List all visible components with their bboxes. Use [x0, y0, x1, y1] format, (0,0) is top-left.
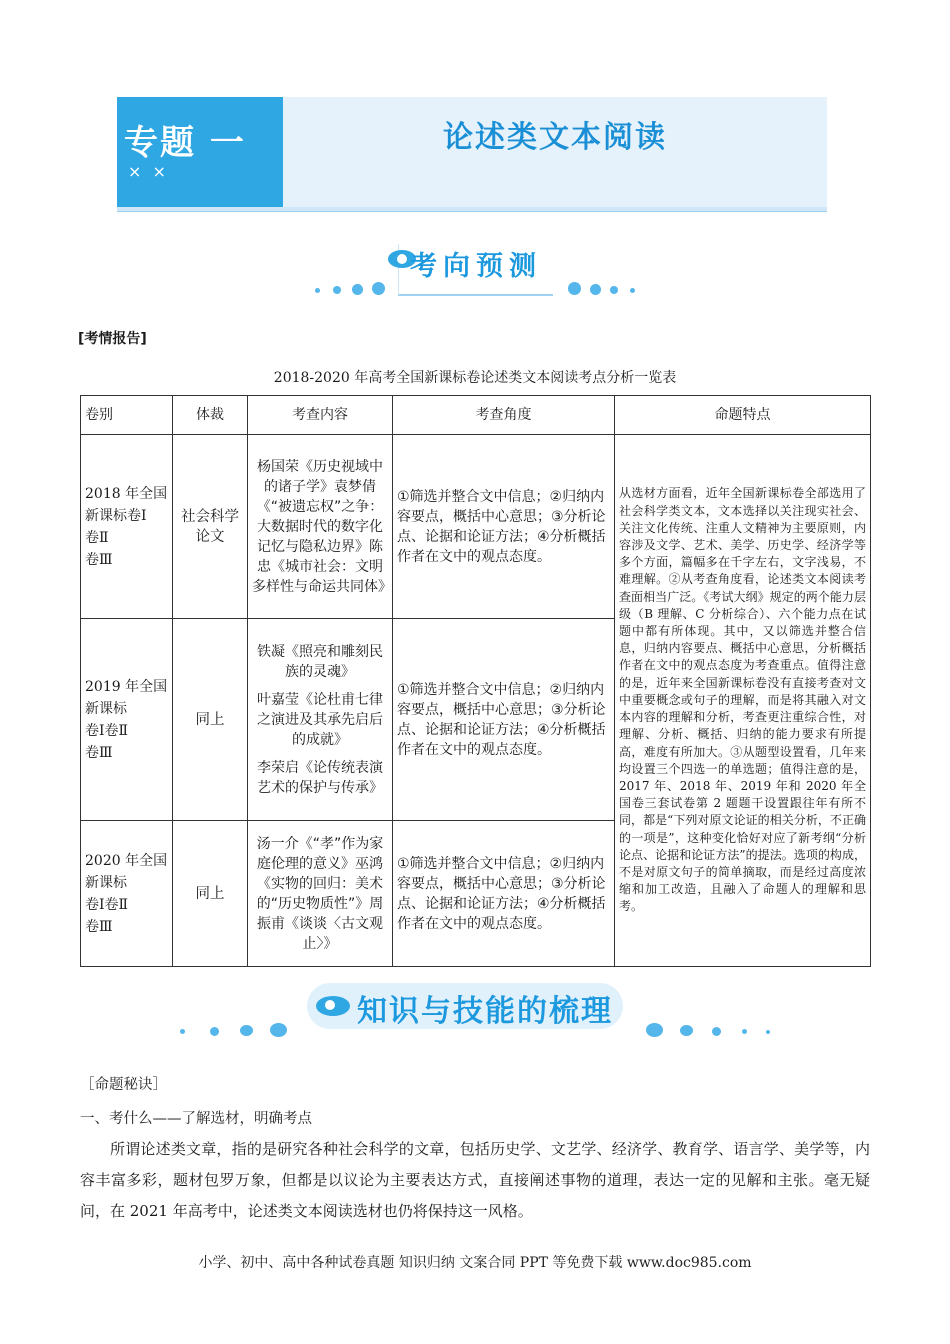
dot-decoration	[610, 286, 618, 294]
dot-decoration	[568, 282, 581, 295]
dot-decoration	[680, 1025, 693, 1036]
paper-name: 卷Ⅱ	[85, 529, 109, 546]
footer-text: 小学、初中、高中各种试卷真题 知识归纳 文案合同 PPT 等免费下载 www.doc985.com	[198, 1255, 752, 1271]
angle-cell: ①筛选并整合文中信息；②归纳内容要点，概括中心意思；③分析论点、论据和论证方法；④分析概括作者在文中的观点态度。	[393, 821, 615, 967]
paper-name: 2019 年全国新课标	[85, 678, 168, 717]
paper-name: 卷Ⅲ	[85, 551, 113, 568]
paper-name: 卷Ⅲ	[85, 918, 113, 935]
dot-decoration	[766, 1030, 770, 1034]
angle-cell: ①筛选并整合文中信息；②归纳内容要点，概括中心意思；③分析论点、论据和论证方法；④分析概括作者在文中的观点态度。	[393, 435, 615, 619]
exam-analysis-table	[80, 395, 871, 967]
dot-decoration	[742, 1029, 747, 1034]
dot-decoration	[646, 1023, 663, 1037]
paper-name: 2018 年全国新课标卷Ⅰ	[85, 485, 168, 524]
body-paragraph: 所谓论述类文章，指的是研究各种社会科学的文章，包括历史学、文艺学、经济学、教育学、语言学、美学等，内容丰富多彩，题材包罗万象，但都是以议论为主要表达方式，直接阐述事物的道理，表达一定的见解和主张。毫无疑问，在 2021 年高考中，论述类文本阅读选材也仍将保持这一风格。	[80, 1140, 870, 1220]
content-cell	[248, 435, 393, 619]
paper-cell	[81, 821, 173, 967]
column-header: 体裁	[173, 396, 248, 435]
paper-cell	[81, 619, 173, 821]
eye-icon	[316, 996, 350, 1016]
topic-decoration: × ×	[128, 162, 169, 181]
table-header-row	[81, 396, 871, 435]
paper-name: 2020 年全国新课标	[85, 852, 168, 891]
content-text: 叶嘉莹《论杜甫七律之演进及其承先启后的成就》	[257, 691, 383, 748]
genre-cell: 同上	[173, 619, 248, 821]
content-cell	[248, 821, 393, 967]
paper-name: 卷Ⅰ卷Ⅱ	[85, 722, 129, 739]
dot-decoration	[352, 284, 363, 295]
genre-cell: 社会科学论文	[173, 435, 248, 619]
paper-name: 卷Ⅲ	[85, 744, 113, 761]
section-heading: 考向预测	[410, 251, 542, 282]
dot-decoration	[270, 1023, 287, 1037]
genre-cell: 同上	[173, 821, 248, 967]
content-cell	[248, 619, 393, 821]
secret-label: ［命题秘诀］	[80, 1077, 167, 1093]
content-text: 汤一介《“孝”作为家庭伦理的意义》巫鸿《实物的回归：美术的“历史物质性”》周振甫《谈谈〈古文观止〉》	[256, 835, 384, 952]
angle-cell: ①筛选并整合文中信息；②归纳内容要点，概括中心意思；③分析论点、论据和论证方法；④分析概括作者在文中的观点态度。	[393, 619, 615, 821]
paper-name: 卷Ⅰ卷Ⅱ	[85, 896, 129, 913]
table-caption: 2018-2020 年高考全国新课标卷论述类文本阅读考点分析一览表	[273, 370, 677, 386]
content-text: 铁凝《照亮和雕刻民族的灵魂》	[257, 643, 383, 680]
banner-underline	[117, 207, 827, 212]
column-header: 卷别	[81, 396, 173, 435]
dot-decoration	[630, 288, 635, 293]
column-header: 命题特点	[615, 396, 871, 435]
point-heading: 一、考什么——了解选材，明确考点	[80, 1111, 312, 1127]
column-header: 考查内容	[248, 396, 393, 435]
feature-cell: 从选材方面看，近年全国新课标卷全部选用了社会科学类文本，文本选择以关注现实社会、关注文化传统、注重人文精神为主要原则，内容涉及文学、艺术、美学、历史学、经济学等多个方面，篇幅多在千字左右，文字浅易，不难理解。②从考查角度看，论述类文本阅读考查面相当广泛。《考试大纲》规定的两个能力层级（B 理解、C 分析综合）、六个能力点在试题中都有所体现。其中，又以筛选并整合信息，归纳内容要点、概括中心意思，分析概括作者在文中的观点态度为考查重点。值得注意的是，近年来全国新课标卷没有直接考查对文中重要概念或句子的理解，而是将其融入对文本内容的理解和分析，考查更注重综合性，对理解、分析、概括、归纳的能力要求有所提高，难度有所加大。③从题型设置看，几年来均设置三个四选一的单选题；值得注意的是，2017 年、2018 年、2019 年和 2020 年全国卷三套试卷第 2 题题干设置跟往年有所不同，都是“下列对原文论证的相关分析，不正确的一项是”，这种变化恰好对应了新考纲“分析论点、论据和论证方法”的提法。选项的构成，不是对原文句子的简单摘取，而是经过高度浓缩和加工改造，且融入了命题人的理解和思考。	[615, 435, 871, 967]
dot-decoration	[210, 1027, 219, 1036]
paper-cell	[81, 435, 173, 619]
dot-decoration	[372, 282, 385, 295]
page-title: 论述类文本阅读	[443, 120, 667, 155]
topic-label: 专题 一	[124, 123, 246, 163]
section-heading: 知识与技能的梳理	[357, 994, 613, 1029]
dot-decoration	[180, 1029, 185, 1034]
dot-decoration	[315, 288, 320, 293]
column-header: 考查角度	[393, 396, 615, 435]
table-row	[81, 435, 871, 619]
content-text: 杨国荣《历史视域中的诸子学》袁梦倩《“被遗忘权”之争：大数据时代的数字化记忆与隐私边界》陈忠《城市社会：文明多样性与命运共同体》	[252, 458, 392, 595]
dot-decoration	[333, 286, 341, 294]
dot-decoration	[590, 284, 601, 295]
report-label: [考情报告]	[78, 331, 147, 347]
dot-decoration	[240, 1025, 253, 1036]
content-text: 李荣启《论传统表演艺术的保护与传承》	[257, 759, 383, 796]
dot-decoration	[712, 1027, 721, 1036]
